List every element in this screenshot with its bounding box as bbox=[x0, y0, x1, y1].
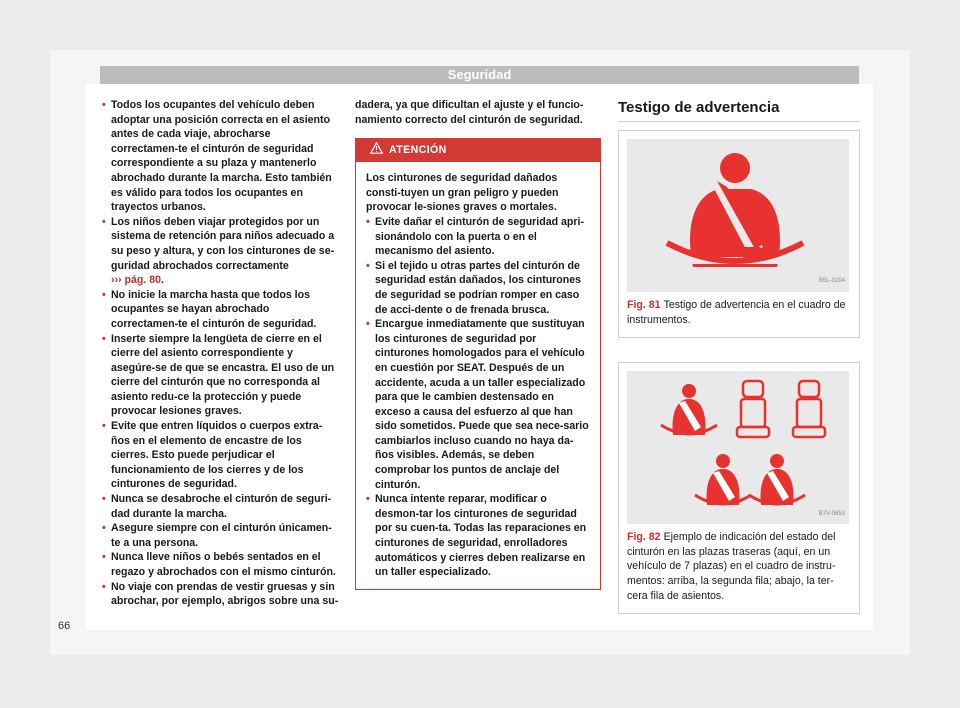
warning-body bbox=[356, 162, 600, 589]
warning-box bbox=[355, 138, 601, 590]
bullet-icon: • bbox=[102, 522, 106, 535]
empty-seat-icon bbox=[737, 381, 769, 437]
list-item: • No viaje con prendas de vestir gruesas y sin abrochar, por ejemplo, abrigos sobre una su- bbox=[102, 580, 339, 608]
list-item: • Evite que entren líquidos o cuerpos extra-ños en el elemento de encastre de los cierres. Esto puede perjudicar el funcionamiento de los cierres y de los cinturones de seguridad. bbox=[102, 420, 323, 491]
continuation-text: dadera, ya que dificultan el ajuste y el funcio-namiento correcto del cinturón de seguridad. bbox=[355, 99, 584, 126]
belted-occupant-icon bbox=[661, 384, 717, 435]
list-item: • Inserte siempre la lengüeta de cierre en el cierre del asiento correspondiente y asegúre-se de que se encastra. El uso de un cierre del cinturón que no corresponda al asiento redu-ce la protección y puede provocar lesiones graves. bbox=[102, 332, 335, 418]
figure-image bbox=[627, 139, 849, 292]
figure-code: B7V-0653 bbox=[818, 510, 845, 517]
bullet-icon: • bbox=[102, 288, 106, 301]
bullet-icon: • bbox=[102, 551, 106, 564]
column-right bbox=[618, 98, 860, 614]
column-middle bbox=[355, 98, 601, 590]
warning-triangle-icon bbox=[370, 142, 383, 159]
list-item: • Todos los ocupantes del vehículo deben adoptar una posición correcta en el asiento antes de cada viaje, abrocharse correctamen-te el cinturón de seguridad correspondiente a su plaza y mantenerlo abrochado durante la marcha. Esto también es válido para todos los ocupantes en trayectos urbanos. bbox=[102, 99, 332, 214]
figure-caption: Fig. 81 Testigo de advertencia en el cuadro de instrumentos. bbox=[627, 299, 846, 326]
bullet-icon: • bbox=[102, 332, 106, 345]
list-item: • No inicie la marcha hasta que todos los ocupantes se hayan abrochado correctamen-te el cinturón de seguridad. bbox=[102, 288, 317, 330]
list-item: • Nunca intente reparar, modificar o desmon-tar los cinturones de seguridad por su cuen-ta. Todas las reparaciones en cinturones de seguridad, enrolladores automáticos y cierres deben realizarse en un taller especializado. bbox=[366, 493, 587, 579]
bullet-icon: • bbox=[102, 420, 106, 433]
page-number: 66 bbox=[58, 620, 71, 632]
belted-occupant-icon bbox=[749, 454, 805, 505]
figure-caption: Fig. 82 Ejemplo de indicación del estado del cinturón en las plazas traseras (aquí, en un vehículo de 7 plazas) en el cuadro de instru-mentos: arriba, la segunda fila; abajo, la ter-cera fila de asientos. bbox=[627, 531, 836, 602]
figure-82 bbox=[618, 362, 860, 614]
bullet-icon: • bbox=[366, 493, 370, 506]
section-header: Seguridad bbox=[100, 66, 859, 84]
list-item: • Evite dañar el cinturón de seguridad apri-sionándolo con la puerta o en el mecanismo del asiento. bbox=[366, 215, 584, 258]
seatbelt-warning-icon bbox=[627, 139, 849, 292]
figure-code: B5L-0204 bbox=[818, 278, 845, 285]
warning-header bbox=[356, 138, 600, 162]
figure-image bbox=[627, 371, 849, 524]
list-item: • Asegure siempre con el cinturón únicamen-te a una persona. bbox=[102, 522, 332, 549]
belted-occupant-icon bbox=[695, 454, 751, 505]
list-item: • Encargue inmediatamente que sustituyan los cinturones de seguridad por cinturones homologados para el vehículo en cuestión por SEAT. Después de un accidente, acuda a un taller especializado para que le cambien destensado en exceso a causa del esfuerzo al que han sido sometidos. Puede que sea nece-sario cambiarlos incluso cuando no haya da-ños visibles. Además, se deben comprobar los puntos de anclaje del cinturón. bbox=[366, 318, 589, 491]
rear-seatbelt-status-icon bbox=[627, 371, 849, 524]
bullet-icon: • bbox=[366, 215, 370, 228]
bullet-icon: • bbox=[102, 580, 106, 593]
list-item: • Nunca lleve niños o bebés sentados en el regazo y abrochados con el mismo cinturón. bbox=[102, 551, 336, 578]
bullet-icon: • bbox=[366, 259, 370, 272]
bullet-icon: • bbox=[366, 318, 370, 331]
list-item: • Si el tejido u otras partes del cinturón de seguridad están dañados, los cinturones de seguridad se podrían romper en caso de acci-dente o de frenada brusca. bbox=[366, 259, 582, 316]
warning-title: ATENCIÓN bbox=[389, 143, 447, 156]
page-reference-link[interactable]: ››› pág. 80 bbox=[111, 274, 162, 287]
list-item: • Los niños deben viajar protegidos por un sistema de retención para niños adecuado a su peso y altura, y con los cinturones de se-guridad abrochados correctamente ››› pág. 80. bbox=[102, 215, 335, 287]
list-item: • Nunca se desabroche el cinturón de seguri-dad durante la marcha. bbox=[102, 493, 332, 520]
column-left bbox=[102, 98, 339, 609]
bullet-icon: • bbox=[102, 215, 106, 228]
figure-number: Fig. 81 bbox=[627, 299, 661, 311]
warning-intro: Los cinturones de seguridad dañados consti-tuyen un gran peligro y pueden provocar le-siones graves o mortales. bbox=[366, 172, 559, 214]
bullet-icon: • bbox=[102, 99, 106, 111]
figure-number: Fig. 82 bbox=[627, 531, 661, 544]
bullet-icon: • bbox=[102, 493, 106, 506]
empty-seat-icon bbox=[793, 381, 825, 437]
section-title: Testigo de advertencia bbox=[618, 98, 860, 122]
figure-81 bbox=[618, 130, 860, 338]
